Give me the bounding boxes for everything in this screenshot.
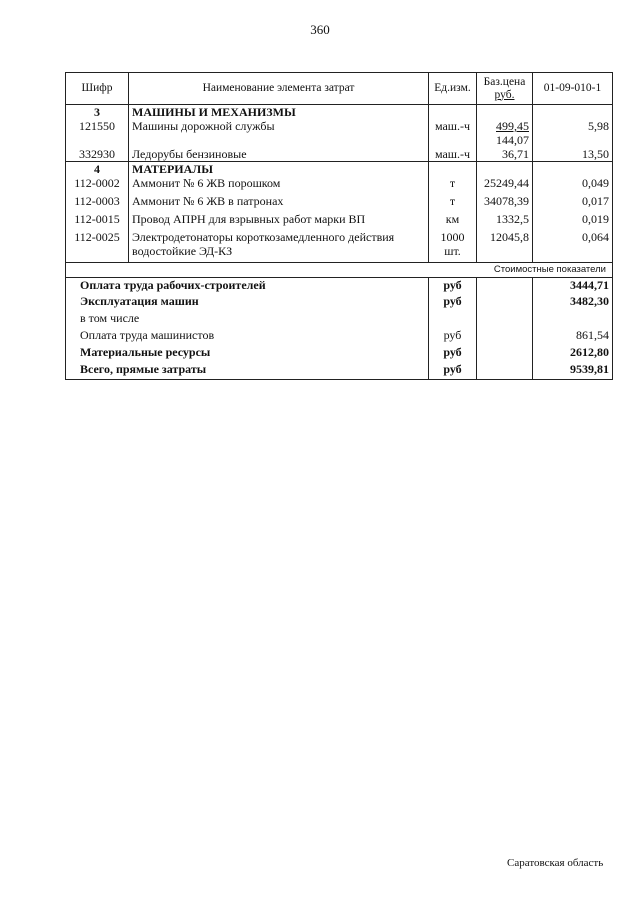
header-price (477, 73, 533, 105)
row-value: 0,019 (533, 212, 613, 230)
header-price-line2: руб. (494, 88, 515, 101)
row-name-line2: водостойкие ЭД-КЗ (132, 244, 233, 258)
table-row (66, 176, 613, 194)
header-unit: Ед.изм. (429, 73, 477, 105)
section-title: МАТЕРИАЛЫ (129, 162, 429, 177)
summary-label: Оплата труда машинистов (80, 328, 215, 342)
header-price-line1: Баз.цена (483, 75, 526, 88)
summary-unit: руб (429, 362, 477, 379)
summary-label: Всего, прямые затраты (80, 362, 207, 376)
summary-row (66, 311, 613, 328)
row-unit-line1: 1000 (440, 230, 465, 244)
row-value: 5,98 (533, 119, 613, 147)
summary-label: в том числе (80, 311, 140, 325)
section-number: 3 (94, 105, 100, 119)
section-title: МАШИНЫ И МЕХАНИЗМЫ (129, 105, 429, 120)
summary-value (533, 311, 613, 328)
row-unit: км (429, 212, 477, 230)
summary-value: 3444,71 (533, 277, 613, 294)
row-price-extra: 144,07 (496, 133, 529, 147)
summary-value: 2612,80 (533, 345, 613, 362)
summary-unit: руб (429, 345, 477, 362)
row-code: 112-0025 (66, 230, 129, 262)
row-name-line1: Электродетонаторы короткозамедленного действия (132, 230, 395, 244)
table-row (66, 212, 613, 230)
row-unit: т (429, 194, 477, 212)
summary-row (66, 277, 613, 294)
footer-region: Саратовская область (507, 857, 604, 869)
summary-value: 861,54 (533, 328, 613, 345)
row-value: 0,064 (533, 230, 613, 262)
row-unit: маш.-ч (429, 119, 477, 147)
summary-value: 3482,30 (533, 294, 613, 311)
page-number: 360 (310, 22, 330, 37)
table-header-row (66, 73, 613, 105)
header-norm: 01-09-010-1 (533, 73, 613, 105)
row-code: 112-0002 (74, 176, 120, 190)
summary-unit: руб (429, 328, 477, 345)
row-code: 112-0015 (74, 212, 120, 226)
section-number: 4 (94, 162, 100, 176)
section-header-row (66, 105, 613, 120)
summary-value: 9539,81 (533, 362, 613, 379)
header-code: Шифр (66, 73, 129, 105)
row-code: 112-0003 (74, 194, 120, 208)
summary-unit (429, 311, 477, 328)
summary-label: Материальные ресурсы (80, 345, 211, 359)
summary-label: Эксплуатация машин (80, 294, 199, 308)
summary-row (66, 362, 613, 379)
row-unit (429, 230, 477, 262)
row-price: 34078,39 (477, 194, 533, 212)
row-code: 332930 (66, 147, 129, 162)
row-value: 0,049 (533, 176, 613, 194)
cost-table-wrapper (65, 72, 612, 393)
table-row (66, 230, 613, 262)
row-price (477, 119, 533, 147)
summary-unit: руб (429, 277, 477, 294)
summary-row (66, 294, 613, 311)
row-name: Ледорубы бензиновые (129, 147, 429, 162)
summary-row (66, 328, 613, 345)
header-name: Наименование элемента затрат (129, 73, 429, 105)
summary-unit: руб (429, 294, 477, 311)
row-unit: т (429, 176, 477, 194)
table-row (66, 147, 613, 162)
row-unit-line2: шт. (444, 244, 461, 258)
summary-label: Оплата труда рабочих-строителей (80, 277, 266, 292)
table-row (66, 194, 613, 212)
table-row (66, 119, 613, 147)
section-header-row (66, 162, 613, 177)
row-value: 0,017 (533, 194, 613, 212)
row-name: Аммонит № 6 ЖВ в патронах (129, 194, 429, 212)
row-value: 13,50 (533, 147, 613, 162)
row-price: 12045,8 (477, 230, 533, 262)
row-name: Аммонит № 6 ЖВ порошком (129, 176, 429, 194)
row-unit: маш.-ч (429, 147, 477, 162)
row-name (129, 230, 429, 262)
row-price: 36,71 (477, 147, 533, 162)
row-code: 121550 (79, 119, 115, 133)
summary-row (66, 345, 613, 362)
row-price: 1332,5 (477, 212, 533, 230)
row-price-main: 499,45 (496, 119, 529, 133)
summary-caption-row (66, 262, 613, 277)
row-price: 25249,44 (477, 176, 533, 194)
row-name: Провод АПРН для взрывных работ марки ВП (129, 212, 429, 230)
summary-caption: Стоимостные показатели (66, 262, 613, 277)
cost-table (65, 72, 613, 380)
row-name: Машины дорожной службы (129, 119, 429, 147)
